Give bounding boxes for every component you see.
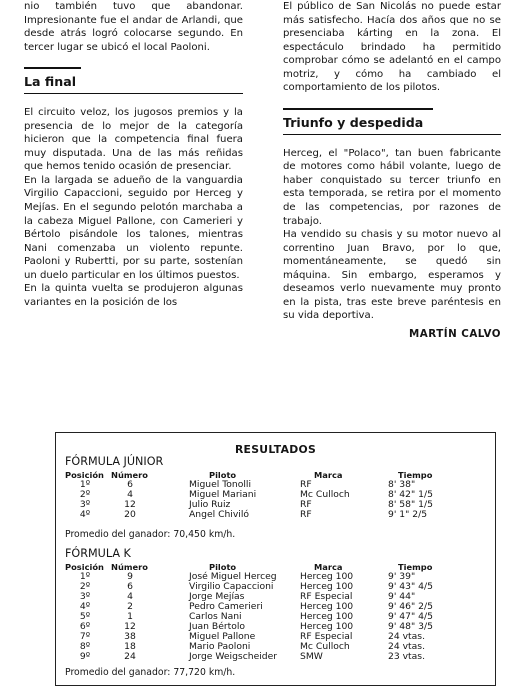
column-header-driver: Piloto [209, 470, 237, 480]
section-heading-la-final: La final [24, 74, 77, 90]
result-driver: Julio Ruiz [189, 499, 231, 510]
result-brand: Mc Culloch [300, 641, 350, 652]
results-box [55, 432, 496, 686]
result-driver: Miguel Pallone [189, 631, 256, 642]
formula-junior-title: FÓRMULA JÚNIOR [65, 455, 164, 468]
result-brand: Herceg 100 [300, 621, 354, 632]
column-header-brand: Marca [314, 562, 343, 572]
column-header-position: Posición [65, 470, 104, 480]
result-driver: Jorge Weigscheider [189, 651, 278, 662]
result-brand: Mc Culloch [300, 489, 350, 500]
result-brand: RF [300, 499, 312, 510]
result-driver: Juan Bértolo [189, 621, 246, 632]
result-driver: Jorge Mejías [189, 591, 245, 602]
result-time: 9' 44" [388, 591, 416, 602]
result-time: 8' 42" 1/5 [388, 489, 433, 500]
result-brand: Herceg 100 [300, 611, 354, 622]
result-brand: Herceg 100 [300, 581, 354, 592]
column-header-number: Número [111, 562, 148, 572]
result-time: 9' 47" 4/5 [388, 611, 433, 622]
result-driver: Pedro Camerieri [189, 601, 263, 612]
result-position: 3º [79, 591, 91, 602]
result-row [56, 632, 495, 642]
result-number: 4 [127, 591, 133, 602]
result-brand: RF Especial [300, 591, 353, 602]
result-time: 9' 43" 4/5 [388, 581, 433, 592]
result-number: 2 [127, 601, 133, 612]
formula-k-average: Promedio del ganador: 77,720 km/h. [65, 667, 236, 678]
result-brand: Herceg 100 [300, 601, 354, 612]
left-paragraph: En la largada se adueño de la vanguardia Virgilio Capaccioni, seguido por Herceg y Mejías. En el segundo pelotón marchaba a la cabeza Miguel Pallone, con Camerieri y Bértolo pisándole los talones, mientras Nani comenzaba un violento repunte. Paoloni y Rubertti, por su parte, sostenían un duelo particular en los últimos puestos. [24, 174, 243, 281]
column-header-number: Número [111, 470, 148, 480]
result-number: 18 [124, 641, 136, 652]
result-number: 12 [124, 499, 136, 510]
column-header-time: Tiempo [398, 470, 433, 480]
result-number: 9 [127, 571, 133, 582]
result-time: 8' 58" 1/5 [388, 499, 433, 510]
result-number: 38 [124, 631, 136, 642]
result-driver: Mario Paoloni [189, 641, 251, 652]
left-paragraph: El circuito veloz, los jugosos premios y la presencia de lo mejor de la categoría hicieron que la competencia final fuera muy disputada. Una de las más reñidas que hemos tenido ocasión de presenciar. [24, 107, 243, 173]
result-position: 2º [79, 581, 91, 592]
result-driver: Miguel Tonolli [189, 479, 252, 490]
column-header-time: Tiempo [398, 562, 433, 572]
result-position: 1º [79, 479, 91, 490]
result-number: 12 [124, 621, 136, 632]
section-heading-block [283, 108, 501, 135]
result-row [56, 500, 495, 510]
result-position: 1º [79, 571, 91, 582]
result-time: 23 vtas. [388, 651, 425, 662]
formula-k-title: FÓRMULA K [65, 547, 131, 560]
formula-junior-average: Promedio del ganador: 70,450 km/h. [65, 529, 236, 540]
right-paragraph: Herceg, el "Polaco", tan buen fabricante de motores como hábil volante, luego de haber conquistado su tercer triunfo en esta temporada, se retira por el momento de las competencias, por razones de trabajo. [283, 147, 501, 227]
result-position: 5º [79, 611, 91, 622]
column-header-driver: Piloto [209, 562, 237, 572]
result-number: 1 [127, 611, 133, 622]
result-driver: Miguel Mariani [189, 489, 257, 500]
left-paragraph: En la quinta vuelta se produjeron algunas variantes en la posición de los [24, 283, 243, 308]
result-time: 9' 1" 2/5 [388, 509, 428, 520]
result-row [56, 622, 495, 632]
result-position: 3º [79, 499, 91, 510]
result-position: 9º [79, 651, 91, 662]
section-heading-triunfo: Triunfo y despedida [283, 114, 424, 130]
result-position: 6º [79, 621, 91, 632]
results-title: RESULTADOS [234, 443, 317, 456]
result-position: 2º [79, 489, 91, 500]
right-intro-paragraph: El público de San Nicolás no puede estar más satisfecho. Hacía dos años que no se presenciaba kárting en la zona. El espectáculo brindado ha permitido comprobar cómo se adelantó en el campo motriz, y cómo ha cambiado el comportamiento de los pilotos. [283, 1, 501, 94]
result-time: 9' 46" 2/5 [388, 601, 433, 612]
result-row [56, 510, 495, 520]
result-number: 6 [127, 479, 133, 490]
result-brand: RF [300, 479, 312, 490]
result-number: 24 [124, 651, 136, 662]
result-position: 7º [79, 631, 91, 642]
column-header-position: Posición [65, 562, 104, 572]
result-time: 8' 38" [388, 479, 416, 490]
section-heading-block [24, 67, 243, 94]
heading-underline [283, 110, 501, 135]
result-driver: Angel Chiviló [189, 509, 250, 520]
result-position: 8º [79, 641, 91, 652]
result-number: 20 [124, 509, 136, 520]
result-driver: Carlos Nani [189, 611, 242, 622]
column-header-brand: Marca [314, 470, 343, 480]
result-brand: SMW [300, 651, 323, 662]
result-time: 24 vtas. [388, 631, 425, 642]
left-intro-paragraph: nio también tuvo que abandonar. Impresionante fue el andar de Arlandi, que desde atrás logró colocarse segundo. En tercer lugar se ubicó el local Paoloni. [24, 1, 243, 53]
article-column-left [24, 0, 243, 309]
heading-underline [24, 69, 243, 94]
article-column-right [283, 0, 501, 341]
right-paragraph: Ha vendido su chasis y su motor nuevo al correntino Juan Bravo, por lo que, momentáneamente, se quedó sin máquina. Sin embargo, esperamos y deseamos verlo nuevamente muy pronto en la pista, tras este breve paréntesis en su vida deportiva. [283, 229, 501, 322]
result-time: 24 vtas. [388, 641, 425, 652]
result-brand: Herceg 100 [300, 571, 354, 582]
result-driver: Virgilio Capaccioni [189, 581, 274, 592]
result-position: 4º [79, 509, 91, 520]
result-driver: José Miguel Herceg [189, 571, 277, 582]
result-position: 4º [79, 601, 91, 612]
result-brand: RF [300, 509, 312, 520]
result-row [56, 582, 495, 592]
result-number: 4 [127, 489, 133, 500]
result-time: 9' 48" 3/5 [388, 621, 433, 632]
author-signature: MARTÍN CALVO [409, 327, 501, 340]
result-number: 6 [127, 581, 133, 592]
result-brand: RF Especial [300, 631, 353, 642]
result-time: 9' 39" [388, 571, 416, 582]
result-row [56, 652, 495, 662]
